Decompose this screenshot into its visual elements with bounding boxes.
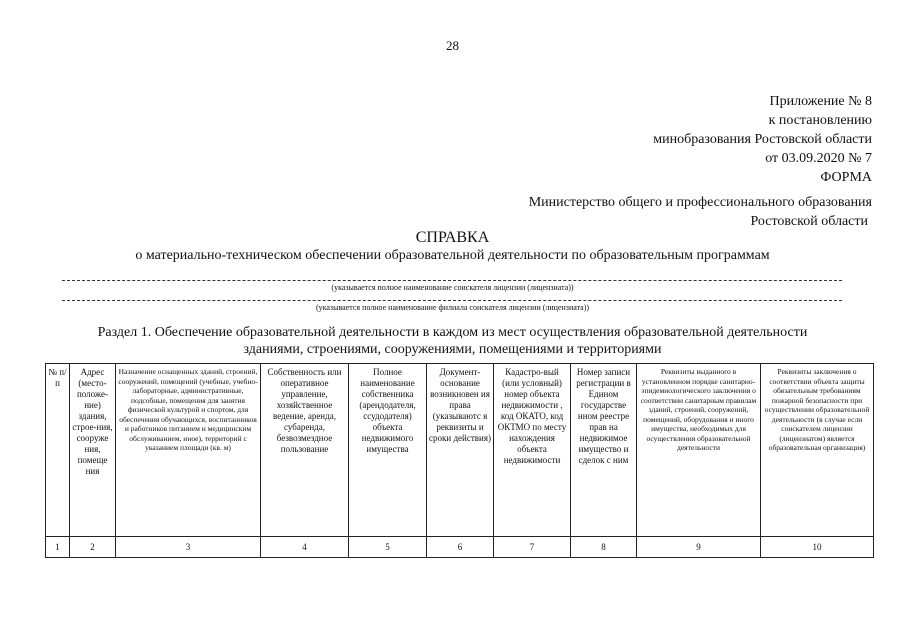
column-number: 8	[571, 537, 637, 558]
ministry-line: Ростовской области	[750, 214, 868, 229]
column-header: Документ-основание возникновен ия права (указываютс я реквизиты и сроки действия)	[427, 364, 494, 537]
branch-name-field[interactable]	[62, 300, 842, 301]
column-number: 2	[70, 537, 116, 558]
column-header: Номер записи регистрации в Едином государстве нном реестре прав на недвижимое имущество и сделок с ним	[571, 364, 637, 537]
appendix-block	[653, 92, 872, 168]
column-number: 3	[116, 537, 261, 558]
facilities-table	[45, 363, 874, 558]
appendix-line: от 03.09.2020 № 7	[765, 151, 872, 166]
table-header-row	[46, 364, 874, 537]
column-header: Реквизиты выданного в установленном порядке санитарно-эпидемиологического заключения о соответствии санитарным правилам зданий, строений, сооружений, помещений, оборудования и иного имущества, необходимых для осуществления образовательной деятельности	[637, 364, 761, 537]
column-header: Назначение оснащенных зданий, строений, сооружений, помещений (учебные, учебно-лабораторные, административные, подсобные, помещения для занятия физической культурой и спортом, для обеспечения обучающихся, воспитанников и работников питанием и медицинским обслуживанием, иное), территорий с указанием площади (кв. м)	[116, 364, 261, 537]
column-number: 4	[261, 537, 349, 558]
appendix-line: минобразования Ростовской области	[653, 132, 872, 147]
document-subtitle: о материально-техническом обеспечении образовательной деятельности по образовательным программам	[135, 248, 770, 263]
column-header: Полное наименование собственника (арендодателя, ссудодателя) объекта недвижимого имущества	[349, 364, 427, 537]
document-title: СПРАВКА	[415, 229, 490, 246]
column-header: Адрес (место-положе-ние) здания, строе-ния, сооруже ния, помеще ния	[70, 364, 116, 537]
appendix-line: Приложение № 8	[769, 94, 872, 109]
page-number: 28	[446, 38, 459, 53]
section-heading	[0, 324, 905, 358]
column-number: 5	[349, 537, 427, 558]
form-label: ФОРМА	[820, 170, 872, 185]
ministry-line: Министерство общего и профессионального образования	[528, 195, 872, 210]
column-header: Собственность или оперативное управление, хозяйственное ведение, аренда, субаренда, безвозмездное пользование	[261, 364, 349, 537]
column-number: 7	[494, 537, 571, 558]
column-number: 1	[46, 537, 70, 558]
column-number: 6	[427, 537, 494, 558]
applicant-name-caption: (указывается полное наименование соискателя лицензии (лицензиата))	[331, 283, 574, 292]
column-number: 10	[761, 537, 874, 558]
column-number: 9	[637, 537, 761, 558]
column-header: № п/п	[46, 364, 70, 537]
section-heading-line: Раздел 1. Обеспечение образовательной деятельности в каждом из мест осуществления образовательной деятельности	[97, 325, 808, 340]
branch-name-caption: (указывается полное наименование филиала соискателя лицензии (лицензиата))	[315, 303, 590, 312]
section-heading-line: зданиями, строениями, сооружениями, помещениями и территориями	[243, 342, 662, 357]
appendix-line: к постановлению	[768, 113, 872, 128]
applicant-name-field[interactable]	[62, 280, 842, 281]
column-header: Кадастро-вый (или условный) номер объекта недвижимости , код ОКАТО, код ОКТМО по месту нахождения объекта недвижимости	[494, 364, 571, 537]
column-header: Реквизиты заключения о соответствии объекта защиты обязательным требованиям пожарной безопасности при осуществлении образовательной деятельности (в случае если соискателем лицензии (лицензиатом) является образовательная организация)	[761, 364, 874, 537]
ministry-block	[529, 193, 872, 231]
column-number-row	[46, 537, 874, 558]
